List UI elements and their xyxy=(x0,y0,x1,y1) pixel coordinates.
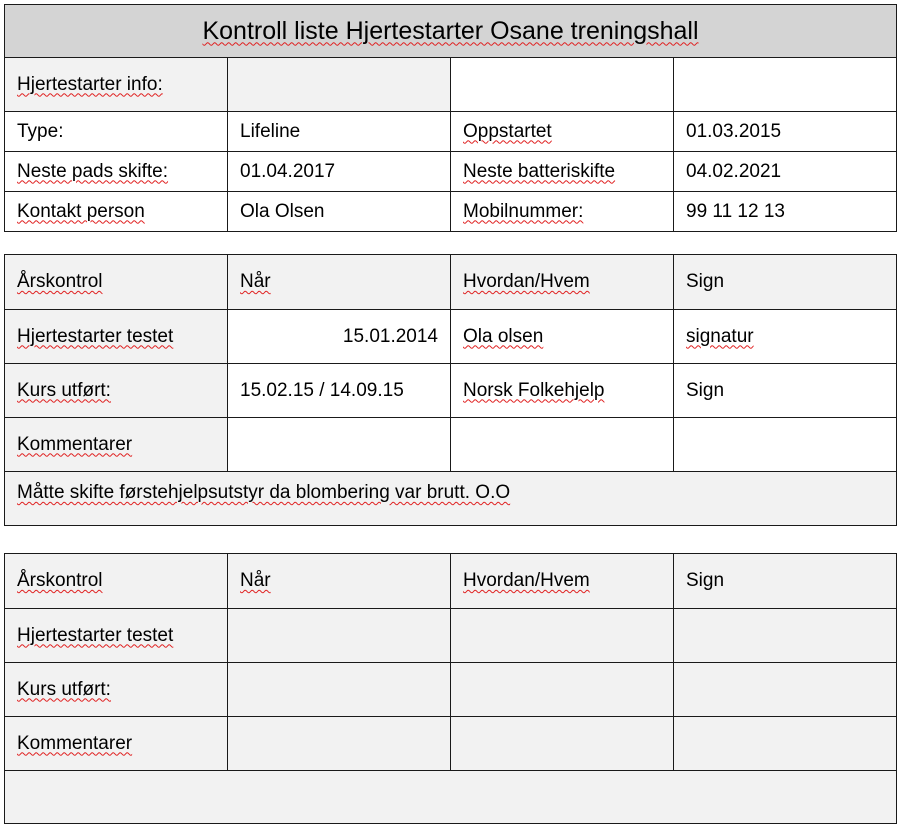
tested-when: 15.01.2014 xyxy=(228,310,451,364)
comments-cell-3 xyxy=(451,717,674,771)
header-arskontrol: Årskontrol xyxy=(5,554,228,609)
header-nar: Når xyxy=(228,255,451,310)
header-hvordan: Hvordan/Hvem xyxy=(451,255,674,310)
tested-when xyxy=(228,609,451,663)
control-table-2 xyxy=(4,553,897,824)
mobile-value: 99 11 12 13 xyxy=(674,192,897,232)
comments-cell-3 xyxy=(451,418,674,472)
header-sign: Sign xyxy=(674,255,897,310)
contact-label: Kontakt person xyxy=(5,192,228,232)
course-who xyxy=(451,663,674,717)
type-value: Lifeline xyxy=(228,112,451,152)
tested-sign xyxy=(674,609,897,663)
tested-label: Hjertestarter testet xyxy=(5,310,228,364)
header-hvordan: Hvordan/Hvem xyxy=(451,554,674,609)
course-sign xyxy=(674,663,897,717)
contact-value: Ola Olsen xyxy=(228,192,451,232)
tested-who xyxy=(451,609,674,663)
battery-value: 04.02.2021 xyxy=(674,152,897,192)
started-label: Oppstartet xyxy=(451,112,674,152)
tested-label: Hjertestarter testet xyxy=(5,609,228,663)
tested-sign: signatur xyxy=(674,310,897,364)
comments-cell-4 xyxy=(674,717,897,771)
pads-label: Neste pads skifte: xyxy=(5,152,228,192)
control-table-1 xyxy=(4,254,897,526)
course-label: Kurs utført: xyxy=(5,364,228,418)
course-sign: Sign xyxy=(674,364,897,418)
course-who: Norsk Folkehjelp xyxy=(451,364,674,418)
header-nar: Når xyxy=(228,554,451,609)
course-when: 15.02.15 / 14.09.15 xyxy=(228,364,451,418)
comments-label: Kommentarer xyxy=(5,418,228,472)
type-label: Type: xyxy=(5,112,228,152)
header-sign: Sign xyxy=(674,554,897,609)
comment-area xyxy=(5,771,897,824)
info-header-cell-2 xyxy=(228,58,451,112)
battery-label: Neste batteriskifte xyxy=(451,152,674,192)
mobile-label: Mobilnummer: xyxy=(451,192,674,232)
comments-cell-2 xyxy=(228,717,451,771)
comments-cell-2 xyxy=(228,418,451,472)
course-when xyxy=(228,663,451,717)
comments-label: Kommentarer xyxy=(5,717,228,771)
comment-text: Måtte skifte førstehjelpsutstyr da blombering var brutt. O.O xyxy=(5,472,897,526)
tested-who: Ola olsen xyxy=(451,310,674,364)
course-label: Kurs utført: xyxy=(5,663,228,717)
comments-cell-4 xyxy=(674,418,897,472)
info-table xyxy=(4,4,897,232)
started-value: 01.03.2015 xyxy=(674,112,897,152)
header-arskontrol: Årskontrol xyxy=(5,255,228,310)
page-title: Kontroll liste Hjertestarter Osane treningshall xyxy=(5,5,897,58)
info-header-label: Hjertestarter info: xyxy=(5,58,228,112)
pads-value: 01.04.2017 xyxy=(228,152,451,192)
info-header-cell-4 xyxy=(674,58,897,112)
info-header-cell-3 xyxy=(451,58,674,112)
